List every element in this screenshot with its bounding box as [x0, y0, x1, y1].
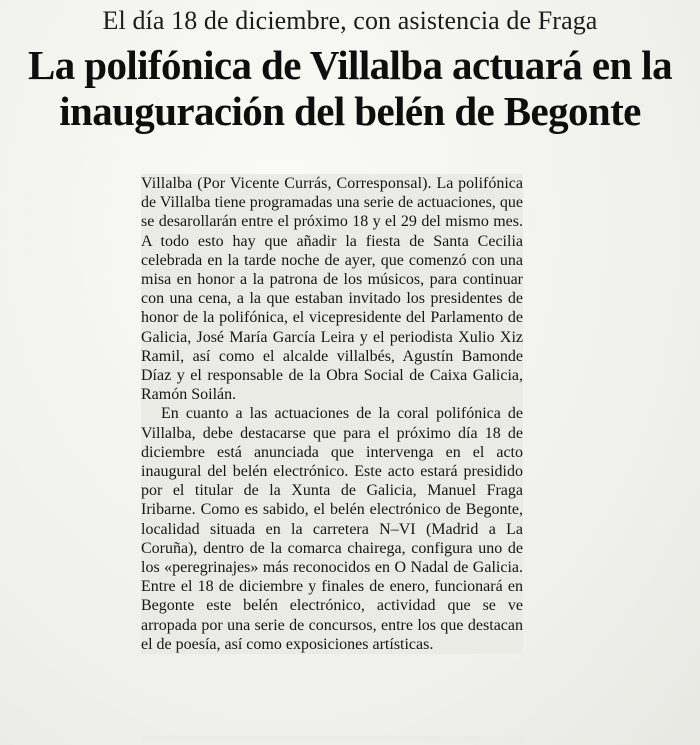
kicker-subheadline: El día 18 de diciembre, con asistencia de Fraga: [102, 6, 598, 35]
article-paragraph-text: La polifónica de Villalba tiene programadas una serie de actuaciones, que se desarollarán entre el próximo 18 y el 29 del mismo mes. A todo esto hay que añadir la fiesta de Santa Cecilia celebrada en la tarde noche de ayer, que comenzó con una misa en honor a la patrona de los músicos, para continuar con una cena, a la que estaban invitado los presidentes de honor de la polifónica, el vicepresidente del Parlamento de Galicia, José María García Leira y el periodista Xulio Xiz Ramil, así como el alcalde villalbés, Agustín Bamonde Díaz y el responsable de la Obra Social de Caixa Galicia, Ramón Soilán.: [141, 175, 524, 404]
byline: Villalba (Por Vicente Currás, Corresponsal).: [141, 175, 432, 192]
page-cut-edge: [141, 736, 523, 745]
headline: La polifónica de Villalba actuará en la inauguración del belén de Begonte: [27, 42, 673, 134]
article-paragraph: [141, 174, 523, 404]
article-paragraph: En cuanto a las actuaciones de la coral polifónica de Villalba, debe destacarse que para el próximo día 18 de diciembre está anunciada que intervenga en el acto inaugural del belén electrónico. Este acto estará presidido por el titular de la Xunta de Galicia, Manuel Fraga Iribarne. Como es sabido, el belén electrónico de Begonte, localidad situada en la carretera N–VI (Madrid a La Coruña), dentro de la comarca chairega, configura uno de los «peregrinajes» más reconocidos en O Nadal de Galicia. Entre el 18 de diciembre y finales de enero, funcionará en Begonte este belén electrónico, actividad que se ve arropada por una serie de concursos, entre los que destacan el de poesía, así como exposiciones artísticas.: [141, 405, 523, 653]
article-body: [141, 174, 523, 654]
